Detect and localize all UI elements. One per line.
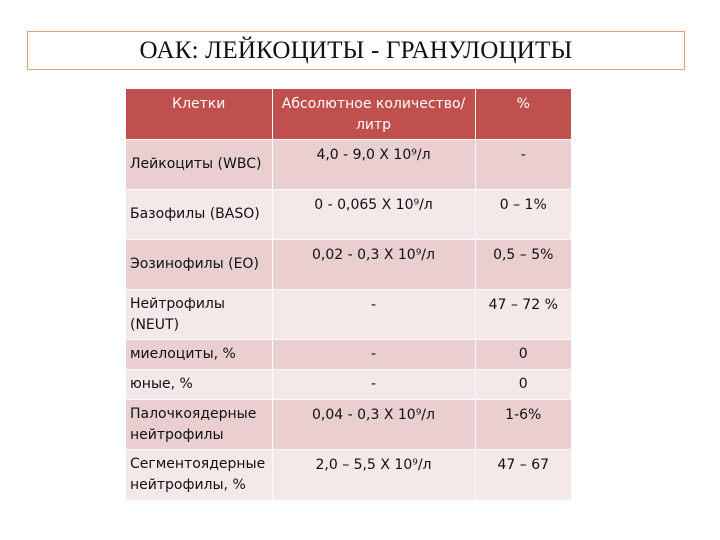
row-name: Нейтрофилы (NEUT)	[126, 290, 272, 340]
table-row	[126, 290, 571, 340]
row-absolute: 0,04 - 0,3 X 10⁹/л	[272, 400, 475, 450]
row-percent: 47 – 72 %	[475, 290, 571, 340]
table-row	[126, 400, 571, 450]
row-percent: 0 – 1%	[475, 190, 571, 240]
row-absolute: 2,0 – 5,5 X 10⁹/л	[272, 450, 475, 500]
row-absolute: -	[272, 290, 475, 340]
row-percent: 0	[475, 340, 571, 370]
header-cells: Клетки	[126, 89, 272, 140]
row-absolute: 0 - 0,065 X 10⁹/л	[272, 190, 475, 240]
row-percent: 0,5 – 5%	[475, 240, 571, 290]
row-name: Палочкоядерные нейтрофилы	[126, 400, 272, 450]
leukocyte-table	[126, 89, 571, 500]
row-name: Эозинофилы (EO)	[126, 240, 272, 290]
title-box	[27, 31, 685, 70]
row-absolute: 0,02 - 0,3 X 10⁹/л	[272, 240, 475, 290]
table-row	[126, 190, 571, 240]
row-percent: -	[475, 140, 571, 190]
row-name: миелоциты, %	[126, 340, 272, 370]
row-percent: 47 – 67	[475, 450, 571, 500]
table-row	[126, 240, 571, 290]
row-percent: 1-6%	[475, 400, 571, 450]
row-name: юные, %	[126, 370, 272, 400]
header-absolute: Абсолютное количество/ литр	[272, 89, 475, 140]
table-row	[126, 340, 571, 370]
row-name: Сегментоядерные нейтрофилы, %	[126, 450, 272, 500]
header-percent: %	[475, 89, 571, 140]
table-row	[126, 370, 571, 400]
row-absolute: -	[272, 370, 475, 400]
row-absolute: -	[272, 340, 475, 370]
row-absolute: 4,0 - 9,0 X 10⁹/л	[272, 140, 475, 190]
page-title: ОАК: ЛЕЙКОЦИТЫ - ГРАНУЛОЦИТЫ	[139, 36, 573, 64]
header-row	[126, 89, 571, 140]
table-row	[126, 140, 571, 190]
row-percent: 0	[475, 370, 571, 400]
row-name: Базофилы (BASO)	[126, 190, 272, 240]
table-row	[126, 450, 571, 500]
row-name: Лейкоциты (WBC)	[126, 140, 272, 190]
